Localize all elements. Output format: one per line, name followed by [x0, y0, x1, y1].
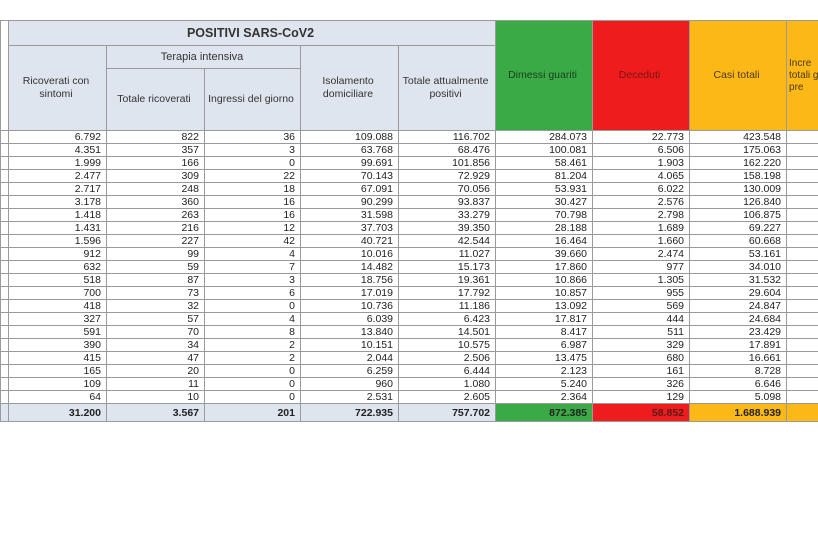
row-edge-cell: [1, 196, 9, 209]
cell-dimessi: 39.660: [496, 248, 593, 261]
cell-totale-ricoverati: 216: [107, 222, 205, 235]
cell-totale-ricoverati: 11: [107, 378, 205, 391]
row-edge-cell: [1, 261, 9, 274]
cell-incremento: [787, 222, 818, 235]
table-row: [1, 235, 818, 248]
header-deceduti: Deceduti: [593, 21, 690, 131]
row-edge-cell: [1, 313, 9, 326]
table-row: [1, 157, 818, 170]
row-edge-cell: [1, 144, 9, 157]
cell-casi-totali: 130.009: [690, 183, 787, 196]
cell-incremento: [787, 261, 818, 274]
cell-dimessi: 6.987: [496, 339, 593, 352]
cell-totale-positivi: 1.080: [399, 378, 496, 391]
header-dimessi-guariti: Dimessi guariti: [496, 21, 593, 131]
cell-deceduti: 2.798: [593, 209, 690, 222]
row-edge-cell: [1, 157, 9, 170]
table-row: [1, 352, 818, 365]
cell-totale-positivi: 68.476: [399, 144, 496, 157]
total-totale-ricoverati: 3.567: [107, 404, 205, 422]
cell-casi-totali: 423.548: [690, 131, 787, 144]
cell-deceduti: 2.576: [593, 196, 690, 209]
table-row: [1, 183, 818, 196]
cell-totale-ricoverati: 227: [107, 235, 205, 248]
cell-deceduti: 569: [593, 300, 690, 313]
total-incremento: [787, 404, 818, 422]
table-row: [1, 287, 818, 300]
cell-ingressi: 2: [205, 352, 301, 365]
cell-isolamento: 63.768: [301, 144, 399, 157]
cell-casi-totali: 17.891: [690, 339, 787, 352]
cell-isolamento: 10.016: [301, 248, 399, 261]
row-edge-cell: [1, 287, 9, 300]
table-row: [1, 170, 818, 183]
cell-casi-totali: 53.161: [690, 248, 787, 261]
cell-dimessi: 8.417: [496, 326, 593, 339]
cell-incremento: [787, 326, 818, 339]
cell-ricoverati: 1.418: [9, 209, 107, 222]
cell-incremento: [787, 352, 818, 365]
cell-incremento: [787, 209, 818, 222]
cell-ingressi: 2: [205, 339, 301, 352]
cell-totale-positivi: 14.501: [399, 326, 496, 339]
cell-dimessi: 2.123: [496, 365, 593, 378]
cell-totale-ricoverati: 87: [107, 274, 205, 287]
cell-isolamento: 40.721: [301, 235, 399, 248]
cell-deceduti: 329: [593, 339, 690, 352]
cell-deceduti: 511: [593, 326, 690, 339]
header-ricoverati-con-sintomi: Ricoverati con sintomi: [9, 46, 107, 131]
total-deceduti: 58.852: [593, 404, 690, 422]
table-row: [1, 300, 818, 313]
cell-ingressi: 18: [205, 183, 301, 196]
cell-totale-ricoverati: 57: [107, 313, 205, 326]
table-row: [1, 261, 818, 274]
cell-ingressi: 4: [205, 313, 301, 326]
table-row: [1, 313, 818, 326]
cell-ricoverati: 1.999: [9, 157, 107, 170]
cell-dimessi: 284.073: [496, 131, 593, 144]
cell-ingressi: 12: [205, 222, 301, 235]
cell-isolamento: 37.703: [301, 222, 399, 235]
table-row: [1, 326, 818, 339]
cell-isolamento: 6.259: [301, 365, 399, 378]
cell-ricoverati: 418: [9, 300, 107, 313]
cell-incremento: [787, 183, 818, 196]
row-edge-cell: [1, 352, 9, 365]
cell-ingressi: 16: [205, 209, 301, 222]
row-edge-cell: [1, 378, 9, 391]
cell-casi-totali: 5.098: [690, 391, 787, 404]
table-row: [1, 365, 818, 378]
cell-dimessi: 30.427: [496, 196, 593, 209]
left-edge-header: [1, 21, 9, 131]
cell-ricoverati: 1.431: [9, 222, 107, 235]
cell-totale-positivi: 42.544: [399, 235, 496, 248]
total-totale-positivi: 757.702: [399, 404, 496, 422]
row-edge-cell: [1, 274, 9, 287]
row-edge-cell: [1, 235, 9, 248]
cell-deceduti: 1.305: [593, 274, 690, 287]
cell-totale-positivi: 11.186: [399, 300, 496, 313]
cell-totale-ricoverati: 59: [107, 261, 205, 274]
header-ingressi-del-giorno: Ingressi del giorno: [205, 69, 301, 131]
cell-deceduti: 4.065: [593, 170, 690, 183]
cell-ricoverati: 700: [9, 287, 107, 300]
cell-ingressi: 4: [205, 248, 301, 261]
cell-totale-positivi: 101.856: [399, 157, 496, 170]
cell-totale-ricoverati: 32: [107, 300, 205, 313]
cell-casi-totali: 162.220: [690, 157, 787, 170]
covid-table: [0, 20, 818, 422]
cell-totale-positivi: 6.444: [399, 365, 496, 378]
cell-isolamento: 90.299: [301, 196, 399, 209]
cell-ingressi: 8: [205, 326, 301, 339]
cell-totale-ricoverati: 263: [107, 209, 205, 222]
cell-isolamento: 6.039: [301, 313, 399, 326]
cell-totale-positivi: 70.056: [399, 183, 496, 196]
row-edge-cell: [1, 339, 9, 352]
cell-totale-positivi: 2.605: [399, 391, 496, 404]
cell-isolamento: 10.736: [301, 300, 399, 313]
cell-incremento: [787, 196, 818, 209]
cell-casi-totali: 34.010: [690, 261, 787, 274]
cell-totale-ricoverati: 166: [107, 157, 205, 170]
cell-ingressi: 0: [205, 365, 301, 378]
cell-incremento: [787, 248, 818, 261]
cell-totale-positivi: 33.279: [399, 209, 496, 222]
cell-ingressi: 42: [205, 235, 301, 248]
cell-dimessi: 13.475: [496, 352, 593, 365]
cell-ingressi: 22: [205, 170, 301, 183]
table-row: [1, 391, 818, 404]
cell-ingressi: 0: [205, 300, 301, 313]
totals-edge-cell: [1, 404, 9, 422]
cell-deceduti: 22.773: [593, 131, 690, 144]
cell-casi-totali: 60.668: [690, 235, 787, 248]
cell-totale-positivi: 116.702: [399, 131, 496, 144]
cell-ricoverati: 1.596: [9, 235, 107, 248]
cell-ricoverati: 4.351: [9, 144, 107, 157]
cell-incremento: [787, 170, 818, 183]
table-row: [1, 196, 818, 209]
table-row: [1, 248, 818, 261]
row-edge-cell: [1, 365, 9, 378]
cell-isolamento: 109.088: [301, 131, 399, 144]
cell-ricoverati: 327: [9, 313, 107, 326]
cell-isolamento: 31.598: [301, 209, 399, 222]
cell-ricoverati: 64: [9, 391, 107, 404]
table-row: [1, 209, 818, 222]
cell-casi-totali: 16.661: [690, 352, 787, 365]
cell-isolamento: 70.143: [301, 170, 399, 183]
cell-dimessi: 53.931: [496, 183, 593, 196]
cell-totale-positivi: 6.423: [399, 313, 496, 326]
cell-isolamento: 18.756: [301, 274, 399, 287]
cell-incremento: [787, 339, 818, 352]
cell-dimessi: 70.798: [496, 209, 593, 222]
cell-totale-positivi: 15.173: [399, 261, 496, 274]
cell-totale-positivi: 11.027: [399, 248, 496, 261]
cell-ricoverati: 390: [9, 339, 107, 352]
cell-ingressi: 16: [205, 196, 301, 209]
cell-isolamento: 14.482: [301, 261, 399, 274]
cell-isolamento: 10.151: [301, 339, 399, 352]
cell-casi-totali: 24.684: [690, 313, 787, 326]
cell-isolamento: 17.019: [301, 287, 399, 300]
cell-casi-totali: 8.728: [690, 365, 787, 378]
cell-ingressi: 3: [205, 144, 301, 157]
cell-ricoverati: 912: [9, 248, 107, 261]
cell-totale-ricoverati: 47: [107, 352, 205, 365]
cell-dimessi: 10.857: [496, 287, 593, 300]
cell-ingressi: 0: [205, 157, 301, 170]
table-body: [1, 131, 818, 422]
cell-totale-positivi: 72.929: [399, 170, 496, 183]
row-edge-cell: [1, 170, 9, 183]
cell-deceduti: 2.474: [593, 248, 690, 261]
cell-deceduti: 444: [593, 313, 690, 326]
total-ricoverati: 31.200: [9, 404, 107, 422]
table-row: [1, 222, 818, 235]
cell-totale-ricoverati: 357: [107, 144, 205, 157]
table-row: [1, 378, 818, 391]
cell-ingressi: 7: [205, 261, 301, 274]
cell-totale-positivi: 93.837: [399, 196, 496, 209]
cell-totale-positivi: 39.350: [399, 222, 496, 235]
row-edge-cell: [1, 183, 9, 196]
cell-deceduti: 1.903: [593, 157, 690, 170]
cell-totale-ricoverati: 34: [107, 339, 205, 352]
cell-isolamento: 2.044: [301, 352, 399, 365]
cell-ingressi: 0: [205, 391, 301, 404]
cell-deceduti: 680: [593, 352, 690, 365]
row-edge-cell: [1, 209, 9, 222]
cell-casi-totali: 106.875: [690, 209, 787, 222]
cell-deceduti: 6.022: [593, 183, 690, 196]
row-edge-cell: [1, 300, 9, 313]
cell-totale-positivi: 10.575: [399, 339, 496, 352]
cell-incremento: [787, 391, 818, 404]
cell-casi-totali: 158.198: [690, 170, 787, 183]
cell-isolamento: 960: [301, 378, 399, 391]
cell-dimessi: 28.188: [496, 222, 593, 235]
cell-dimessi: 16.464: [496, 235, 593, 248]
cell-incremento: [787, 287, 818, 300]
header-incremento: Incre totali g pre: [787, 21, 818, 131]
row-edge-cell: [1, 248, 9, 261]
cell-incremento: [787, 144, 818, 157]
cell-dimessi: 58.461: [496, 157, 593, 170]
totals-row: [1, 404, 818, 422]
cell-deceduti: 326: [593, 378, 690, 391]
cell-ricoverati: 591: [9, 326, 107, 339]
cell-deceduti: 1.660: [593, 235, 690, 248]
cell-totale-ricoverati: 10: [107, 391, 205, 404]
cell-ingressi: 36: [205, 131, 301, 144]
cell-ricoverati: 518: [9, 274, 107, 287]
cell-casi-totali: 24.847: [690, 300, 787, 313]
cell-totale-ricoverati: 20: [107, 365, 205, 378]
cell-dimessi: 2.364: [496, 391, 593, 404]
cell-dimessi: 10.866: [496, 274, 593, 287]
cell-ricoverati: 3.178: [9, 196, 107, 209]
cell-incremento: [787, 300, 818, 313]
row-edge-cell: [1, 391, 9, 404]
table-title: POSITIVI SARS-CoV2: [9, 21, 496, 46]
cell-totale-ricoverati: 99: [107, 248, 205, 261]
cell-ingressi: 0: [205, 378, 301, 391]
cell-ingressi: 3: [205, 274, 301, 287]
cell-incremento: [787, 274, 818, 287]
table-row: [1, 144, 818, 157]
table-row: [1, 131, 818, 144]
cell-ricoverati: 2.477: [9, 170, 107, 183]
cell-isolamento: 67.091: [301, 183, 399, 196]
total-isolamento: 722.935: [301, 404, 399, 422]
cell-dimessi: 17.860: [496, 261, 593, 274]
header-terapia-intensiva: Terapia intensiva: [107, 46, 301, 69]
row-edge-cell: [1, 131, 9, 144]
cell-casi-totali: 6.646: [690, 378, 787, 391]
cell-deceduti: 977: [593, 261, 690, 274]
cell-casi-totali: 29.604: [690, 287, 787, 300]
cell-deceduti: 6.506: [593, 144, 690, 157]
cell-dimessi: 5.240: [496, 378, 593, 391]
header-casi-totali: Casi totali: [690, 21, 787, 131]
cell-totale-ricoverati: 73: [107, 287, 205, 300]
cell-incremento: [787, 313, 818, 326]
row-edge-cell: [1, 222, 9, 235]
cell-dimessi: 13.092: [496, 300, 593, 313]
cell-ricoverati: 415: [9, 352, 107, 365]
cell-deceduti: 129: [593, 391, 690, 404]
cell-incremento: [787, 157, 818, 170]
cell-incremento: [787, 131, 818, 144]
table-row: [1, 339, 818, 352]
cell-incremento: [787, 235, 818, 248]
header-totale-positivi: Totale attualmente positivi: [399, 46, 496, 131]
cell-totale-positivi: 2.506: [399, 352, 496, 365]
cell-dimessi: 81.204: [496, 170, 593, 183]
cell-totale-positivi: 17.792: [399, 287, 496, 300]
header-totale-ricoverati: Totale ricoverati: [107, 69, 205, 131]
cell-dimessi: 17.817: [496, 313, 593, 326]
total-casi-totali: 1.688.939: [690, 404, 787, 422]
header-isolamento-domiciliare: Isolamento domiciliare: [301, 46, 399, 131]
row-edge-cell: [1, 326, 9, 339]
cell-ricoverati: 632: [9, 261, 107, 274]
cell-dimessi: 100.081: [496, 144, 593, 157]
cell-deceduti: 161: [593, 365, 690, 378]
cell-casi-totali: 175.063: [690, 144, 787, 157]
cell-ricoverati: 109: [9, 378, 107, 391]
cell-totale-ricoverati: 309: [107, 170, 205, 183]
cell-totale-ricoverati: 70: [107, 326, 205, 339]
total-ingressi: 201: [205, 404, 301, 422]
cell-totale-ricoverati: 248: [107, 183, 205, 196]
cell-incremento: [787, 378, 818, 391]
cell-casi-totali: 69.227: [690, 222, 787, 235]
cell-deceduti: 955: [593, 287, 690, 300]
cell-incremento: [787, 365, 818, 378]
cell-totale-ricoverati: 360: [107, 196, 205, 209]
cell-totale-positivi: 19.361: [399, 274, 496, 287]
cell-ricoverati: 165: [9, 365, 107, 378]
cell-isolamento: 13.840: [301, 326, 399, 339]
cell-casi-totali: 23.429: [690, 326, 787, 339]
cell-ingressi: 6: [205, 287, 301, 300]
table-row: [1, 274, 818, 287]
cell-ricoverati: 6.792: [9, 131, 107, 144]
cell-casi-totali: 126.840: [690, 196, 787, 209]
cell-isolamento: 2.531: [301, 391, 399, 404]
cell-totale-ricoverati: 822: [107, 131, 205, 144]
cell-isolamento: 99.691: [301, 157, 399, 170]
cell-deceduti: 1.689: [593, 222, 690, 235]
cell-ricoverati: 2.717: [9, 183, 107, 196]
total-dimessi: 872.385: [496, 404, 593, 422]
cell-casi-totali: 31.532: [690, 274, 787, 287]
